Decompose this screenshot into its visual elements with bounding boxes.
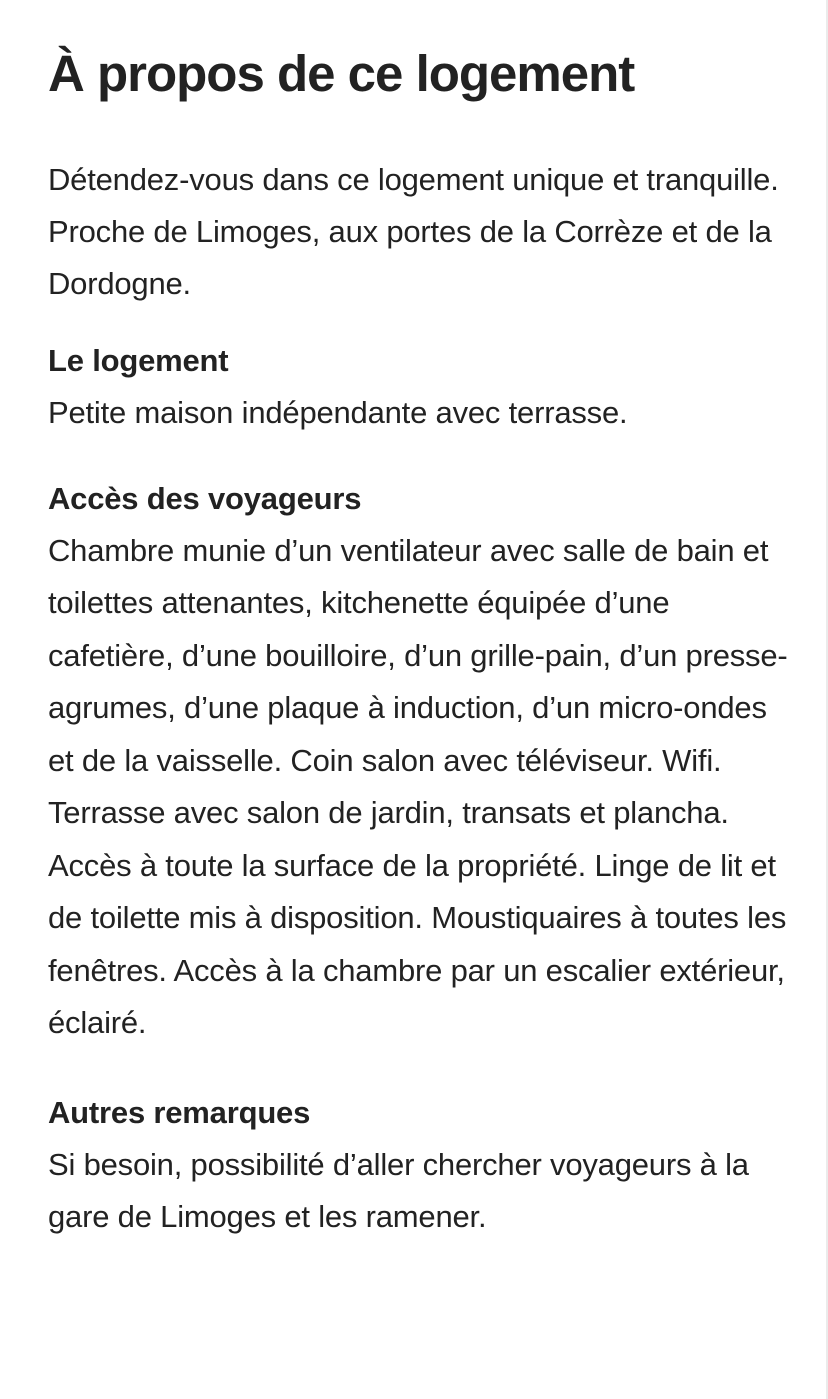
section-body: Chambre munie d’un ventilateur avec salle de bain et toilettes attenantes, kitchenette équipée d’une cafetière, d’une bouilloire, d’un grille-pain, d’un presse-agrumes, d’une plaque à induction, d’un micro-ondes et de la vaisselle. Coin salon avec téléviseur. Wifi. Terrasse avec salon de jardin, transats et plancha. Accès à toute la surface de la propriété. Linge de lit et de toilette mis à disposition. Moustiquaires à toutes les fenêtres. Accès à la chambre par un escalier extérieur, éclairé. bbox=[48, 532, 788, 1040]
section-heading: Accès des voyageurs bbox=[48, 480, 362, 516]
listing-description-panel bbox=[48, 0, 788, 1244]
page-title: À propos de ce logement bbox=[48, 45, 635, 102]
section-autres-remarques bbox=[48, 1090, 788, 1244]
listing-intro-text: Détendez-vous dans ce logement unique et tranquille. Proche de Limoges, aux portes de la Corrèze et de la Dordogne. bbox=[48, 162, 779, 301]
section-le-logement bbox=[48, 338, 788, 440]
section-acces-voyageurs bbox=[48, 476, 788, 1050]
section-heading: Le logement bbox=[48, 343, 229, 378]
section-body: Petite maison indépendante avec terrasse. bbox=[48, 395, 628, 430]
section-heading: Autres remarques bbox=[48, 1094, 311, 1130]
section-body: Si besoin, possibilité d’aller chercher voyageurs à la gare de Limoges et les ramener. bbox=[48, 1146, 749, 1234]
